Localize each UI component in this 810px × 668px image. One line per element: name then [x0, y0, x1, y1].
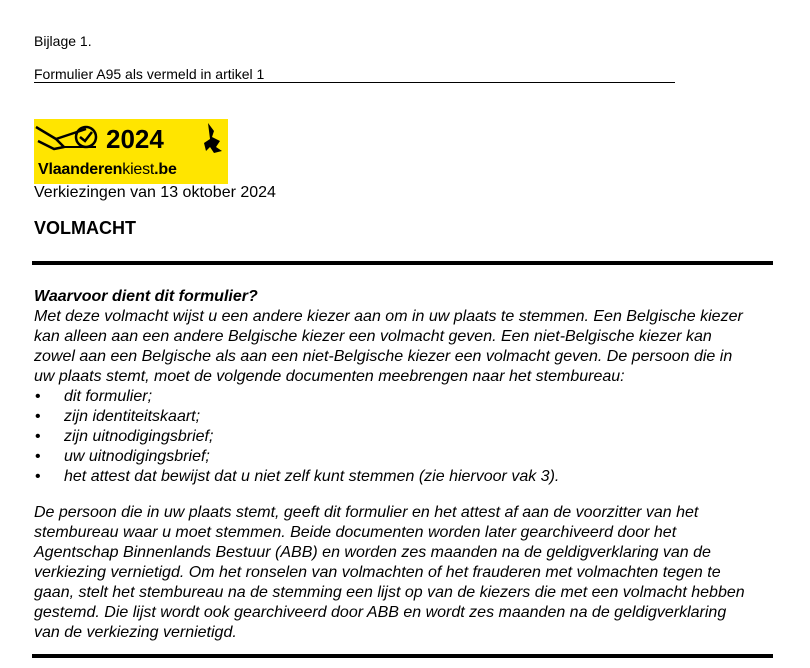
- closing-line: De persoon die in uw plaats stemt, geeft dit formulier en het attest af aan de voorzitter van het: [34, 504, 699, 521]
- list-item: [34, 407, 559, 427]
- page-title: VOLMACHT: [34, 218, 136, 238]
- list-item-text: uw uitnodigingsbrief;: [64, 448, 210, 465]
- intro-paragraph: [34, 307, 774, 387]
- section-question: Waarvoor dient dit formulier?: [34, 288, 258, 305]
- list-item-text: zijn identiteitskaart;: [64, 408, 201, 425]
- list-item: [34, 387, 559, 407]
- form-reference: Formulier A95 als vermeld in artikel 1: [34, 66, 265, 82]
- logo-brand-bold: Vlaanderen: [38, 161, 123, 178]
- bullet: •: [35, 388, 41, 405]
- list-item: [34, 447, 559, 467]
- annex-label: Bijlage 1.: [34, 33, 92, 49]
- bullet: •: [35, 448, 41, 465]
- election-date: Verkiezingen van 13 oktober 2024: [34, 184, 276, 201]
- closing-line: Agentschap Binnenlands Bestuur (ABB) en worden zes maanden na de geldigverklaring van de: [34, 544, 711, 561]
- list-item-text: het attest dat bewijst dat u niet zelf kunt stemmen (zie hiervoor vak 3).: [64, 468, 560, 485]
- logo-brand: [38, 161, 177, 179]
- logo-year: 2024: [106, 124, 164, 154]
- closing-line: van de verkiezing vernietigd.: [34, 624, 237, 641]
- closing-line: gestemd. Die lijst wordt ook gearchiveerd door ABB en wordt zes maanden na de geldigverklaring: [34, 604, 727, 621]
- list-item: [34, 467, 559, 487]
- section-divider-top: [32, 261, 773, 265]
- logo-brand-tld: .be: [154, 161, 177, 178]
- intro-line: Met deze volmacht wijst u een andere kiezer aan om in uw plaats te stemmen. Een Belgische kiezer: [34, 308, 743, 325]
- intro-line: uw plaats stemt, moet de volgende documenten meebrengen naar het stembureau:: [34, 368, 625, 385]
- bullet: •: [35, 468, 41, 485]
- form-reference-underline: [34, 82, 675, 83]
- section-divider-bottom: [32, 654, 773, 658]
- closing-line: gaan, stelt het stembureau na de stemming een lijst op van de kiezers die met een volmacht hebben: [34, 584, 745, 601]
- vlaanderen-kiest-logo: [34, 119, 228, 184]
- closing-line: verkiezing vernietigd. Om het ronselen van volmachten of het frauderen met volmachten tegen te: [34, 564, 721, 581]
- intro-line: kan alleen aan een andere Belgische kiezer een volmacht geven. Een niet-Belgische kiezer kan: [34, 328, 712, 345]
- bullet: •: [35, 408, 41, 425]
- closing-paragraph: [34, 503, 774, 643]
- list-item-text: dit formulier;: [64, 388, 153, 405]
- closing-line: stembureau waar u moet stemmen. Beide documenten worden later gearchiveerd door het: [34, 524, 677, 541]
- list-item-text: zijn uitnodigingsbrief;: [64, 428, 214, 445]
- bullet: •: [35, 428, 41, 445]
- document-list: [34, 387, 559, 487]
- list-item: [34, 427, 559, 447]
- logo-brand-light: kiest: [122, 161, 155, 178]
- intro-line: zowel aan een Belgische als aan een niet-Belgische kiezer een volmacht geven. De persoon die in: [34, 348, 733, 365]
